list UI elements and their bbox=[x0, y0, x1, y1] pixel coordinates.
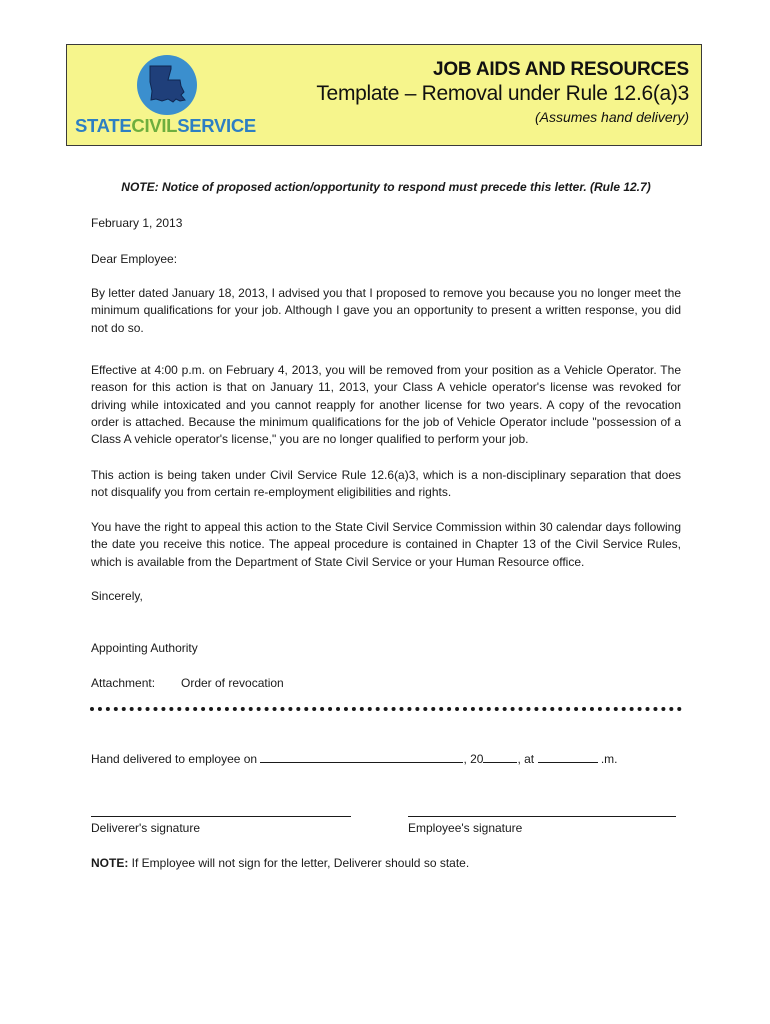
deliverer-signature-line[interactable] bbox=[91, 816, 351, 817]
logo-word-civil: CIVIL bbox=[131, 115, 178, 136]
header-banner bbox=[66, 44, 702, 146]
delivery-text-4: .m. bbox=[600, 752, 618, 766]
delivery-date-blank[interactable] bbox=[260, 749, 463, 763]
top-note: NOTE: Notice of proposed action/opportunity to respond must precede this letter. (Rule 12.7) bbox=[121, 180, 651, 194]
louisiana-map-icon bbox=[137, 55, 197, 115]
delivery-text-3: , at bbox=[517, 752, 535, 766]
delivery-year-blank[interactable] bbox=[483, 749, 517, 763]
header-note: (Assumes hand delivery) bbox=[534, 109, 689, 125]
delivery-text-2: , 20 bbox=[463, 752, 484, 766]
delivery-time-blank[interactable] bbox=[538, 749, 598, 763]
salutation: Dear Employee: bbox=[91, 252, 178, 266]
letter-date: February 1, 2013 bbox=[91, 216, 183, 230]
bottom-note-text: If Employee will not sign for the letter, Deliverer should so state. bbox=[128, 856, 470, 870]
attachment-value: Order of revocation bbox=[181, 676, 284, 690]
deliverer-signature-label: Deliverer's signature bbox=[91, 821, 201, 835]
bottom-note bbox=[91, 855, 681, 872]
logo-wordmark bbox=[75, 115, 256, 137]
paragraph-1: By letter dated January 18, 2013, I advised you that I proposed to remove you because you no longer meet the minimum qualifications for your job. Although I gave you an opportunity to present a written response, you did not do so. bbox=[91, 286, 681, 335]
paragraph-3: This action is being taken under Civil Service Rule 12.6(a)3, which is a non-disciplinary separation that does not disqualify you from certain re-employment eligibilities and rights. bbox=[91, 468, 681, 500]
logo-word-state: STATE bbox=[75, 115, 132, 136]
hand-delivery-line bbox=[91, 749, 681, 768]
header-subtitle: Template – Removal under Rule 12.6(a)3 bbox=[316, 82, 689, 105]
attachment-line bbox=[91, 675, 681, 692]
attachment-label: Attachment: bbox=[91, 676, 156, 690]
bottom-note-label: NOTE: bbox=[91, 856, 129, 870]
dotted-divider bbox=[90, 707, 682, 711]
header-title: JOB AIDS AND RESOURCES bbox=[432, 59, 689, 80]
closing: Sincerely, bbox=[91, 589, 143, 603]
logo-word-service: SERVICE bbox=[177, 115, 256, 136]
paragraph-4: You have the right to appeal this action to the State Civil Service Commission within 30 calendar days following the date you receive this notice. The appeal procedure is contained in Chapter 13 of the Civil Service Rules, which is available from the Department of State Civil Service or your Human Resource office. bbox=[91, 520, 681, 569]
paragraph-2: Effective at 4:00 p.m. on February 4, 2013, you will be removed from your position as a Vehicle Operator. The reason for this action is that on January 11, 2013, your Class A vehicle operator's license was revoked for driving while intoxicated and you cannot reapply for another license for two years. A copy of the revocation order is attached. Because the minimum qualifications for the job of Vehicle Operator include "possession of a Class A vehicle operator's license," you are no longer qualified to perform your job. bbox=[91, 363, 681, 447]
signer-title: Appointing Authority bbox=[91, 641, 198, 655]
employee-signature-label: Employee's signature bbox=[408, 821, 523, 835]
delivery-text-1: Hand delivered to employee on bbox=[91, 752, 258, 766]
employee-signature-line[interactable] bbox=[408, 816, 676, 817]
state-civil-service-logo bbox=[75, 55, 265, 141]
